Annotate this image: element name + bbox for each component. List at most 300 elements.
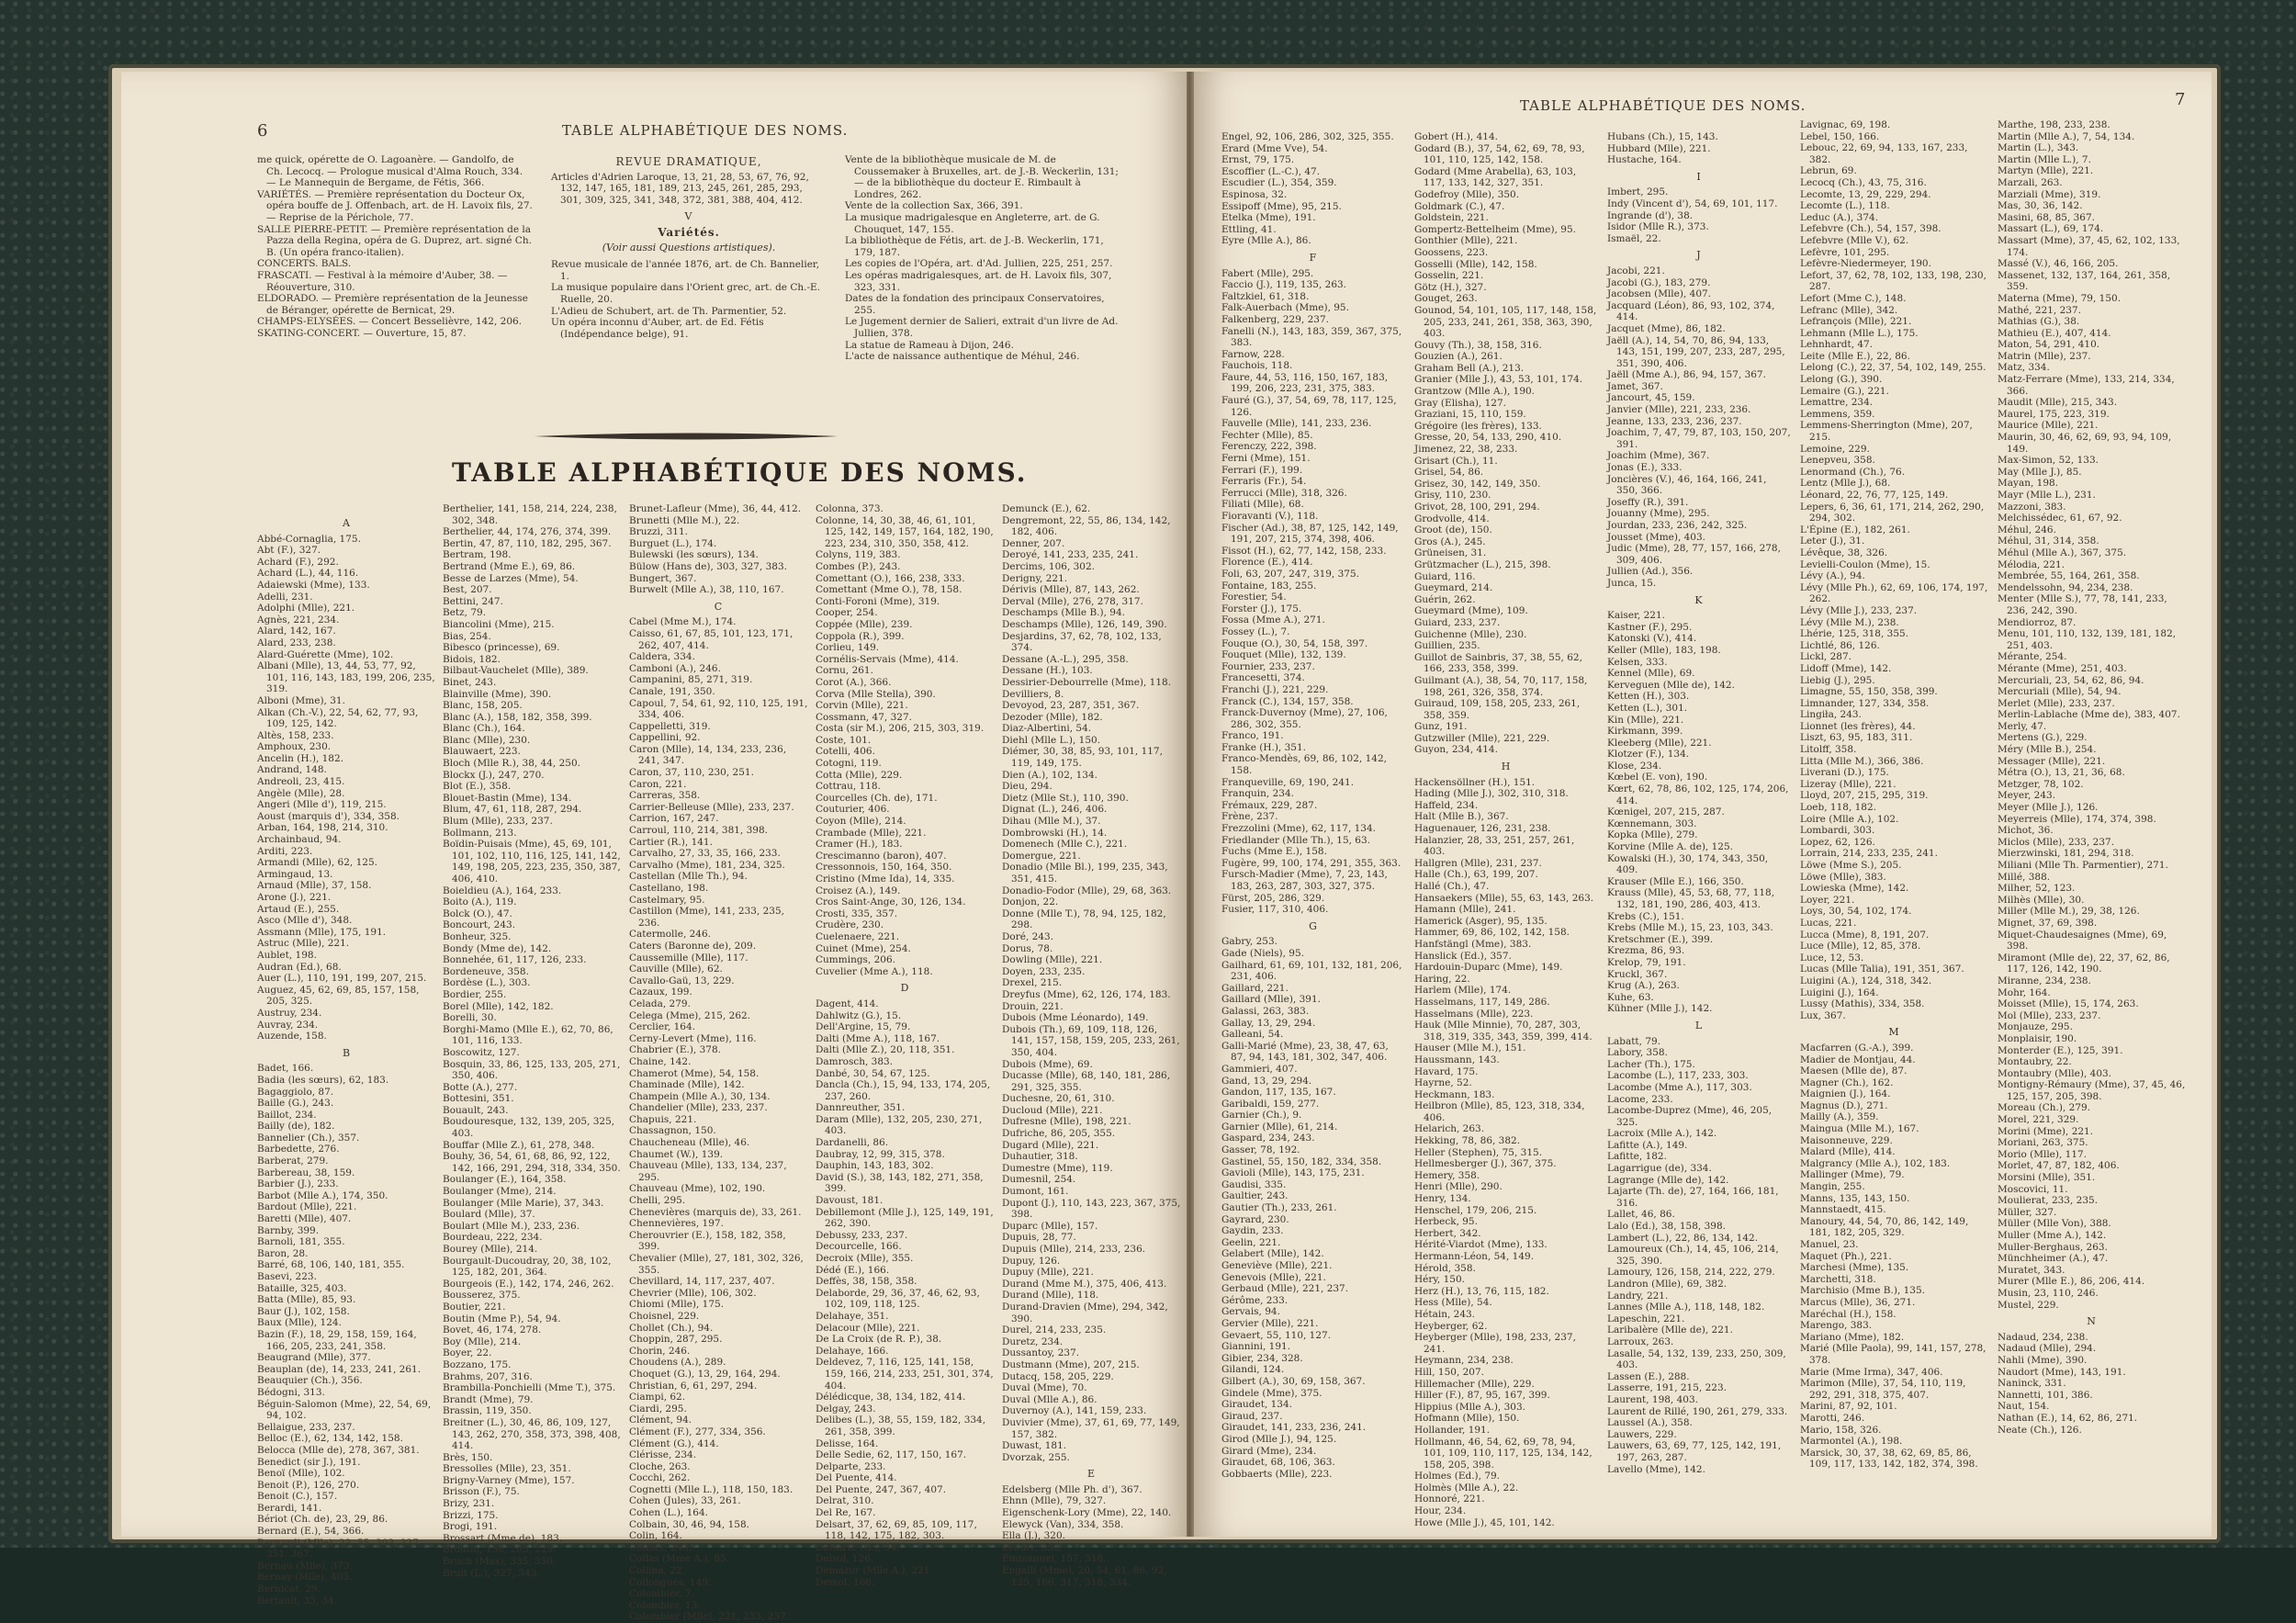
index-entry: Merlin-Lablache (Mme de), 383, 407. [1998,709,2180,721]
index-entry: Frezzolini (Mme), 62, 117, 134. [1221,823,1376,835]
index-entry: Biancolini (Mme), 215. [443,618,555,630]
index-entry: May (Mlle J.), 85. [1998,466,2082,478]
index-entry: Gallay, 13, 29, 294. [1221,1017,1316,1029]
index-entry: Lassen (E.), 288. [1607,1370,1690,1382]
index-column-a [257,513,436,1606]
index-entry: Bosquin, 33, 86, 125, 133, 205, 271, 350, 406. [443,1058,621,1082]
index-entry: Löwe (Mme S.), 205. [1800,860,1902,871]
index-entry: Max-Simon, 52, 133. [1998,455,2099,467]
index-entry: Grisez, 30, 142, 149, 350. [1414,478,1541,490]
index-entry: Hauk (Mlle Minnie), 70, 287, 303, 318, 319, 335, 343, 359, 399, 414. [1414,1020,1593,1043]
index-entry: Daubray, 12, 99, 315, 378. [816,1148,945,1160]
index-entry: Cabel (Mme M.), 174. [629,616,737,628]
right-page [1194,72,2212,1537]
index-entry: Magnus (D.), 271. [1800,1099,1888,1111]
index-entry: Gros (A.), 245. [1414,535,1486,547]
index-entry: Boulart (Mlle M.), 233, 236. [443,1220,580,1232]
index-entry: Alkan (Ch.-V.), 22, 54, 62, 77, 93, 109, 125, 142. [257,706,419,730]
page-number-left: 6 [257,121,268,141]
index-entry: Blanc, 158, 205. [443,700,523,712]
index-entry: Cotogni, 119. [816,758,882,770]
index-entry: Fossey (L.), 7. [1221,626,1290,637]
index-entry: Jacquard (Léon), 86, 93, 102, 374, 414. [1607,299,1775,323]
index-entry: Audran (Ed.), 68. [257,961,342,973]
index-entry: Larroux, 263. [1607,1336,1674,1347]
index-entry: Florence (E.), 414. [1221,557,1313,569]
index-entry: Mannstaedt, 415. [1800,1204,1886,1216]
index-entry: Marthe, 198, 233, 238. [1998,119,2110,130]
index-entry: Martin (L.), 343. [1998,142,2079,154]
index-entry: Alard, 233, 238. [257,637,336,648]
index-entry: Decroix (Mlle), 355. [816,1253,914,1264]
index-entry: Marcus (Mlle), 36, 271. [1800,1296,1916,1308]
index-entry: Mangin, 255. [1800,1181,1865,1193]
index-entry: Hour, 234. [1414,1505,1467,1517]
index-entry: Barré, 68, 106, 140, 181, 355. [257,1259,405,1271]
index-entry: Abbé-Cornaglia, 175. [257,533,361,545]
index-entry: Grégoire (les frères), 133. [1414,420,1542,432]
index-entry: Botte (A.), 277. [443,1081,518,1093]
index-entry: Halanzier, 28, 33, 251, 257, 261, 403. [1414,834,1575,858]
index-entry: Gray (Elisha), 127. [1414,397,1506,409]
index-entry: Dubois (Mme Léonardo), 149. [1002,1012,1149,1024]
index-column-h [1800,119,1988,1525]
index-entry: Diaz-Albertini, 54. [1002,723,1092,735]
index-entry: SALLE PIERRE-PETIT. — Première représentation de la Pazza della Regina, opéra de G. Duprez, art. signé Ch. B. (Un opéra franco-italien). [257,223,532,258]
index-entry: Dessane (H.), 103. [1002,665,1093,677]
index-entry: Devilliers, 8. [1002,688,1064,700]
index-column-f [1414,131,1598,1527]
index-entry: Lemmens-Sherrington (Mme), 207, 215. [1800,420,1973,444]
index-entry: Lickl, 287. [1800,651,1851,663]
index-entry: Delsol, 126. [816,1553,874,1565]
index-entry: Brunetti (Mlle M.), 22. [629,514,740,526]
index-entry: Merlet (Mlle), 233, 237. [1998,697,2115,709]
index-entry: Mérante (Mme), 251, 403. [1998,662,2127,674]
index-entry: Capoul, 7, 54, 61, 92, 110, 125, 191, 334, 406. [629,697,808,721]
index-entry: Lapeschin, 221. [1607,1313,1685,1324]
index-entry: Cotta (Mlle), 229. [816,769,903,781]
index-entry: Castellano, 198. [629,883,709,894]
index-entry: Donadio (Mlle Bl.), 199, 235, 343, 351, 415. [1002,862,1168,885]
index-entry: Crescimanno (baron), 407. [816,850,947,862]
index-entry: Leite (Mlle E.), 22, 86. [1800,350,1910,362]
index-entry: Marchetti, 318. [1800,1273,1876,1285]
index-entry: Cros Saint-Ange, 30, 126, 134. [816,896,966,908]
index-entry: Lenepveu, 358. [1800,455,1875,467]
index-entry: Durand (Mme M.), 375, 406, 413. [1002,1278,1167,1290]
index-entry: Lionnet (les frères), 44. [1800,720,1916,732]
index-entry: Guillot de Sainbris, 37, 38, 55, 62, 166, 233, 358, 399. [1414,651,1582,675]
index-entry: Lacombe (Mme A.), 117, 303. [1607,1081,1752,1093]
index-entry: Labatt, 79. [1607,1035,1661,1047]
index-entry: Lefrançois (Mlle), 221. [1800,316,1912,328]
index-entry: Dérivis (Mlle), 87, 143, 262. [1002,584,1140,596]
index-entry: Burguet (L.), 174. [629,537,717,549]
index-entry: Agnès, 221, 234. [257,614,340,626]
index-entry: Ferrucci (Mlle), 318, 326. [1221,487,1347,499]
index-entry: Delibes (L.), 38, 55, 159, 182, 334, 261, 358, 399. [816,1414,986,1437]
index-entry: Fuchs (Mme E.), 158. [1221,846,1327,858]
index-entry: Mayan, 198. [1998,478,2059,490]
index-entry: Gaillard (Mlle), 391. [1221,994,1321,1006]
index-entry: Baillot, 234. [257,1109,317,1121]
index-entry: Lentz (Mlle J.), 68. [1800,478,1891,490]
index-entry: Laribalère (Mlle de), 221. [1607,1324,1733,1336]
index-entry: Marié (Mlle Paola), 99, 141, 157, 278, 378. [1800,1343,1986,1366]
index-entry: Andrand, 148. [257,764,327,776]
index-entry: Cognetti (Mlle L.), 118, 150, 183. [629,1483,793,1495]
index-entry: Membrée, 55, 164, 261, 358. [1998,570,2140,582]
index-entry: Henri (Mlle), 290. [1414,1181,1503,1193]
index-entry: Girod (Mlle J.), 94, 125. [1221,1433,1337,1445]
index-entry: Gaudisi, 335. [1221,1178,1287,1190]
index-entry: Lepers, 6, 36, 61, 171, 214, 262, 290, 294, 302. [1800,501,1985,524]
index-entry: Blauwaert, 223. [443,746,521,758]
index-entry: Bagaggiolo, 87. [257,1086,334,1098]
index-entry: Lefebvre (Mlle V.), 62. [1800,234,1909,246]
index-entry: Dupuis, 28, 77. [1002,1232,1076,1244]
index-entry: Benoit (P.), 126, 270. [257,1479,360,1491]
index-entry: Marchesi (Mme), 135. [1800,1262,1909,1274]
index-entry: Diémer, 30, 38, 85, 93, 101, 117, 119, 149, 175. [1002,746,1163,770]
index-entry: Ferraris (Fr.), 54. [1221,476,1307,488]
index-entry: Loys, 30, 54, 102, 174. [1800,906,1912,918]
index-entry: Mariano (Mme), 182. [1800,1331,1905,1343]
index-entry: Harlem (Mlle), 174. [1414,985,1512,997]
index-entry: Lévy (Mlle J.), 233, 237. [1800,604,1918,616]
index-entry: Brizy, 231. [443,1498,495,1510]
index-entry: Dreyfus (Mme), 62, 126, 174, 183. [1002,988,1171,1000]
index-entry: Cornu, 261. [816,665,873,677]
index-entry: Decourcelle, 166. [816,1241,902,1253]
index-entry: Cerclier, 164. [629,1021,695,1033]
index-entry: Dercims, 106, 302. [1002,560,1096,572]
index-entry: Gastinel, 55, 150, 182, 334, 358. [1221,1155,1382,1167]
index-entry: Castillon (Mme), 141, 233, 235, 236. [629,906,784,929]
index-entry: Haring, 22. [1414,973,1470,985]
index-entry: Gand, 13, 29, 294. [1221,1075,1312,1087]
index-entry: Mertens (G.), 229. [1998,732,2088,744]
index-entry: Aublet, 198. [257,949,317,961]
index-entry: Fürst, 205, 286, 329. [1221,892,1325,904]
index-entry: Gibier, 234, 328. [1221,1352,1303,1364]
index-entry: Bernau (Mlle), 373. [257,1560,354,1572]
index-entry: Bernicat, 29. [257,1584,321,1595]
index-entry: Altès, 158, 233. [257,729,334,741]
index-entry: Faccio (J.), 119, 135, 263. [1221,279,1347,291]
index-entry: Coppola (R.), 399. [816,630,905,642]
index-entry: CHAMPS-ELYSÉES. — Concert Besselièvre, 142, 206. [257,316,523,328]
index-entry: Guiraud, 109, 158, 205, 233, 261, 358, 359. [1414,698,1581,721]
index-entry: Dessane (A.-L.), 295, 358. [1002,653,1129,665]
index-entry: Bruch (Max), 335, 350. [443,1556,557,1568]
index-entry: Krauser (Mlle E.), 166, 350. [1607,875,1744,887]
index-entry: Hillemacher (Mlle), 229. [1414,1378,1535,1390]
index-entry: Drexel, 215. [1002,977,1063,989]
index-entry: Chauveau (Mlle), 133, 134, 237, 295. [629,1160,787,1183]
index-entry: Dubois (Mme), 69. [1002,1058,1093,1070]
index-entry: Engalli (Mme), 20, 54, 61, 86, 92, 125, 166, 317, 318, 334. [1002,1565,1167,1588]
index-entry: Grüneisen, 31. [1414,547,1487,559]
index-entry: Delahaye, 166. [816,1345,889,1357]
index-entry: Maudit (Mlle), 215, 343. [1998,397,2118,409]
index-entry: Lacher (Th.), 175. [1607,1058,1695,1070]
index-entry: Clément, 94. [629,1414,692,1426]
index-entry: Montaubry (Mlle), 403. [1998,1067,2112,1079]
letter-heading: C [714,600,724,613]
index-entry: Jeanne, 133, 233, 236, 237. [1607,415,1742,427]
revue-dramatique-heading: REVUE DRAMATIQUE, [615,155,762,168]
index-entry: Christian, 6, 61, 297, 294. [629,1380,758,1392]
index-entry: Bruzzi, 311. [629,526,688,538]
index-entry: Espinosa, 32. [1221,188,1288,200]
section-roman-v: V [684,210,693,223]
index-entry: Delsart, 37, 62, 69, 85, 109, 117, 118, 142, 175, 182, 303. [816,1518,977,1542]
index-entry: Lacombe-Duprez (Mme), 46, 205, 325. [1607,1105,1773,1128]
index-entry: Godefroy (Mlle), 350. [1414,188,1520,200]
index-entry: Duhautier, 318. [1002,1151,1078,1163]
index-entry: Lemattre, 234. [1800,397,1874,409]
index-entry: Limagne, 55, 150, 358, 399. [1800,686,1938,698]
index-entry: Lenormand (Ch.), 76. [1800,466,1906,478]
index-entry: Helarich, 263. [1414,1123,1485,1135]
index-entry: Krezma, 86, 93. [1607,945,1685,957]
index-entry: Bettini, 247. [443,595,503,607]
index-entry: Barnby, 399. [257,1224,320,1236]
index-entry: Breitner (L.), 30, 46, 86, 109, 127, 143, 262, 270, 358, 373, 398, 408, 414. [443,1416,621,1452]
index-entry: Miquet-Chaudesaignes (Mme), 69, 398. [1998,929,2167,952]
index-entry: Chollet (Ch.), 94. [629,1322,714,1334]
index-entry: Escudier (L.), 354, 359. [1221,177,1337,189]
index-entry: Corva (Mlle Stella), 390. [816,688,936,700]
index-entry: Dubois (Th.), 69, 109, 118, 126, 141, 157, 158, 159, 205, 233, 261, 350, 404. [1002,1023,1180,1058]
index-entry: Adolphi (Mlle), 221. [257,603,355,614]
index-entry: Jaëll (Mme A.), 86, 94, 157, 367. [1607,369,1766,381]
index-entry: Carreras, 358. [629,790,701,802]
index-entry: Haguenauer, 126, 231, 238. [1414,823,1551,835]
index-entry: Baux (Mlle), 124. [257,1317,342,1329]
index-entry: Lagarrigue (de), 334. [1607,1163,1712,1175]
index-entry: Benedict (sir J.), 191. [257,1456,361,1468]
index-entry: Jourdan, 233, 236, 242, 325. [1607,520,1748,531]
index-entry: Costa (sir M.), 206, 215, 303, 319. [816,723,985,735]
index-entry: Litolff, 358. [1800,744,1857,756]
index-entry: Ella (J.), 320. [1002,1530,1065,1542]
index-entry: Indy (Vincent d'), 54, 69, 101, 117. [1607,197,1778,209]
index-entry: Nadaud (Mlle), 294. [1998,1343,2097,1355]
index-entry: Bidois, 182. [443,653,501,665]
index-entry: Jimenez, 22, 38, 233. [1414,444,1518,456]
index-entry: Elwart, 333. [1002,1541,1063,1553]
index-entry: Devoyod, 23, 287, 351, 367. [1002,700,1140,712]
index-entry: Chaine, 142. [629,1055,692,1067]
index-entry: Maisonneuve, 229. [1800,1134,1893,1146]
index-entry: Colin, 164. [629,1530,682,1542]
index-entry: Fauvelle (Mlle), 141, 233, 236. [1221,418,1372,430]
index-entry: Demazur (Mlle A.), 221. [816,1565,933,1577]
index-entry: Demunck (E.), 62. [1002,503,1091,514]
index-entry: Fabert (Mlle), 295. [1221,267,1314,279]
index-entry: Amphoux, 230. [257,741,332,753]
index-entry: Godard (B.), 37, 54, 62, 69, 78, 93, 101, 110, 125, 142, 158. [1414,142,1585,166]
index-entry: Massenet, 132, 137, 164, 261, 358, 359. [1998,269,2171,293]
index-entry: Lajarte (Th. de), 27, 164, 166, 181, 316. [1607,1186,1779,1209]
index-entry: Ingrande (d'), 38. [1607,209,1694,221]
index-entry: Bardout (Mlle), 221. [257,1201,357,1213]
index-entry: Maignien (J.), 164. [1800,1088,1891,1100]
index-entry: Cherouvrier (E.), 158, 182, 358, 399. [629,1229,786,1253]
letter-a-heading: A [343,517,351,529]
index-entry: Krauss (Mlle), 45, 53, 68, 77, 118, 132, 181, 190, 286, 403, 413. [1607,887,1775,910]
index-entry: Ernst, 79, 175. [1221,154,1295,166]
index-entry: Bousserez, 375. [443,1290,521,1302]
index-entry: Limnander, 127, 334, 358. [1800,697,1930,709]
letter-heading: I [1696,170,1702,183]
index-entry: Dien (A.), 102, 134. [1002,769,1097,781]
index-entry: Collina, 22. [629,1565,685,1577]
index-entry: Alard, 142, 167. [257,626,336,637]
index-entry: Lavello (Mme), 142. [1607,1463,1705,1475]
index-entry: Bernard (E.), 54, 366. [257,1526,365,1538]
index-entry: Adaiewski (Mme), 133. [257,579,370,591]
index-entry: Delle Sedie, 62, 117, 150, 167. [816,1449,967,1461]
index-entry: La bibliothèque de Fétis, art. de J.-B. Weckerlin, 171, 179, 187. [845,235,1104,258]
index-entry: Eyre (Mlle A.), 86. [1221,235,1311,247]
index-entry: Bernay (Mlle), 403. [257,1572,353,1584]
index-entry: Morio (Mlle), 117. [1998,1148,2088,1160]
index-entry: Belocca (Mlle de), 278, 367, 381. [257,1444,420,1456]
index-entry: Lambert (L.), 22, 86, 134, 142. [1607,1232,1759,1244]
index-entry: Daram (Mlle), 132, 205, 230, 271, 403. [816,1113,983,1137]
index-entry: Geelin, 221. [1221,1236,1281,1248]
index-entry: Mélodia, 221. [1998,558,2065,570]
index-entry: Bulewski (les sœurs), 134. [629,549,759,561]
index-entry: Bolck (O.), 47. [443,907,512,919]
index-entry: Gammieri, 407. [1221,1063,1298,1075]
index-entry: Blainville (Mme), 390. [443,688,552,700]
index-entry: Delgay, 243. [816,1403,876,1414]
index-entry: L'Adieu de Schubert, art. de Th. Parmentier, 52. [551,305,787,317]
index-entry: Durand (Mlle), 118. [1002,1290,1099,1302]
index-entry: Courcelles (Ch. de), 171. [816,792,938,804]
index-entry: Chaucheneau (Mlle), 46. [629,1137,750,1149]
index-entry: Mierzwinski, 181, 294, 318. [1998,848,2134,860]
index-entry: Dugard (Mlle), 221. [1002,1139,1099,1151]
index-entry: Astruc (Mlle), 221. [257,938,350,950]
index-entry: Corot (A.), 366. [816,676,892,688]
index-entry: Kœrt, 62, 78, 86, 102, 125, 174, 206, 414. [1607,783,1789,806]
index-entry: Davoust, 181. [816,1195,884,1207]
index-entry: Auer (L.), 110, 191, 199, 207, 215. [257,973,427,985]
index-entry: Melchissédec, 61, 67, 92. [1998,513,2122,524]
index-entry: Halle (Ch.), 63, 199, 207. [1414,869,1538,881]
index-entry: Hubbard (Mlle), 221. [1607,142,1711,154]
index-entry: Emmanuel, 157, 318. [1002,1553,1107,1565]
index-entry: Andreoli, 23, 415. [257,776,345,788]
index-entry: Kopka (Mlle), 279. [1607,829,1698,841]
index-entry: Lloyd, 207, 215, 295, 319. [1800,790,1929,802]
index-entry: Jullien (Ad.), 356. [1607,566,1694,578]
index-entry: Diehl (Mlle L.), 150. [1002,734,1101,746]
index-entry: Alard-Guérette (Mme), 102. [257,648,394,660]
index-entry: Dancla (Ch.), 15, 94, 133, 174, 205, 237, 260. [816,1079,991,1102]
index-entry: Métra (O.), 13, 21, 36, 68. [1998,767,2125,779]
index-entry: Graziani, 15, 110, 159. [1414,409,1526,421]
index-entry: Cavallo-Gaü, 13, 229. [629,975,735,986]
index-entry: Carrier-Belleuse (Mlle), 233, 237. [629,801,794,813]
index-entry: Kœbel (E. von), 190. [1607,772,1708,783]
index-entry: Chevillard, 14, 117, 237, 407. [629,1276,775,1288]
index-entry: Keller (Mlle), 183, 198. [1607,644,1721,656]
index-entry: Dupuy, 126. [1002,1255,1061,1267]
index-entry: Bannelier (Ch.), 357. [257,1132,360,1144]
index-entry: Brahms, 207, 316. [443,1370,533,1382]
index-entry: Dieu, 294. [1002,781,1052,793]
index-entry: Kelsen, 333. [1607,656,1668,668]
index-entry: Cramer (H.), 183. [816,839,903,851]
index-entry: Marchisio (Mme B.), 135. [1800,1285,1925,1297]
index-entry: Bédogni, 313. [257,1386,325,1398]
index-entry: Baur (J.), 102, 158. [257,1305,350,1317]
index-entry: Couturier, 406. [816,804,890,816]
letter-heading: J [1696,249,1702,262]
index-entry: Cappellini, 92. [629,732,701,744]
index-entry: Lasalle, 54, 132, 139, 233, 250, 309, 403. [1607,1347,1786,1371]
index-entry: Hofmann (Mlle), 150. [1414,1413,1520,1425]
index-entry: Moreau (Ch.), 279. [1998,1102,2091,1114]
index-column-d [816,503,995,1588]
index-entry: Betz, 79. [443,607,487,619]
index-entry: Martyn (Mlle), 221. [1998,165,2094,177]
index-entry: Cartier (R.), 141. [629,836,713,848]
index-entry: Herz (H.), 13, 76, 115, 182. [1414,1285,1549,1297]
index-entry: Clérisse, 234. [629,1449,697,1461]
index-entry: Lagrange (Mlle de), 142. [1607,1174,1729,1186]
index-entry: Délédicque, 38, 134, 182, 414. [816,1392,966,1403]
index-entry: Lévy (A.), 94. [1800,570,1865,582]
index-entry: Campanini, 85, 271, 319. [629,674,753,686]
index-entry: Chaumet (W.), 139. [629,1148,724,1160]
index-entry: Musin, 23, 110, 246. [1998,1287,2099,1299]
index-entry: Debillemont (Mlle J.), 125, 149, 191, 262, 390. [816,1206,994,1230]
index-entry: Bernardi (Mlle), 23, 55, 303, 327, 351, 367. [257,1537,422,1561]
index-entry: Gautier (Th.), 233, 261. [1221,1202,1337,1214]
index-entry: Maquet (Ph.), 221. [1800,1250,1892,1262]
index-entry: Barnoli, 181, 355. [257,1236,345,1248]
index-entry: Duvernoy (A.), 141, 159, 233. [1002,1405,1147,1417]
index-entry: Chorin, 246. [629,1345,691,1357]
index-entry: Chabrier (E.), 378. [629,1044,721,1056]
index-entry: Montigny-Rémaury (Mme), 37, 45, 46, 125, 157, 205, 398. [1998,1079,2186,1102]
index-entry: Mohr, 164. [1998,986,2051,998]
index-entry: Franke (H.), 351. [1221,741,1306,753]
index-entry: Boulanger (Mlle Marie), 37, 343. [443,1197,604,1209]
index-list-a [257,534,436,1043]
index-entry: Meyer, 243. [1998,790,2056,802]
index-entry: Léonard, 22, 76, 77, 125, 149. [1800,490,1949,501]
index-entry: Ettling, 41. [1221,223,1277,235]
top-column-1 [257,154,533,430]
index-entry: Dvorzak, 255. [1002,1451,1070,1463]
index-entry: Lallet, 46, 86. [1607,1209,1675,1221]
index-entry: Ducloud (Mlle), 221. [1002,1104,1103,1116]
index-entry: Catermolle, 246. [629,929,712,941]
index-entry: Ketten (H.), 303. [1607,691,1690,703]
index-entry: Lecocq (Ch.), 43, 75, 316. [1800,176,1927,188]
index-entry: Ehnn (Mlle), 79, 327. [1002,1495,1107,1507]
index-entry: Bourgault-Ducoudray, 20, 38, 102, 125, 182, 201, 364. [443,1255,612,1279]
